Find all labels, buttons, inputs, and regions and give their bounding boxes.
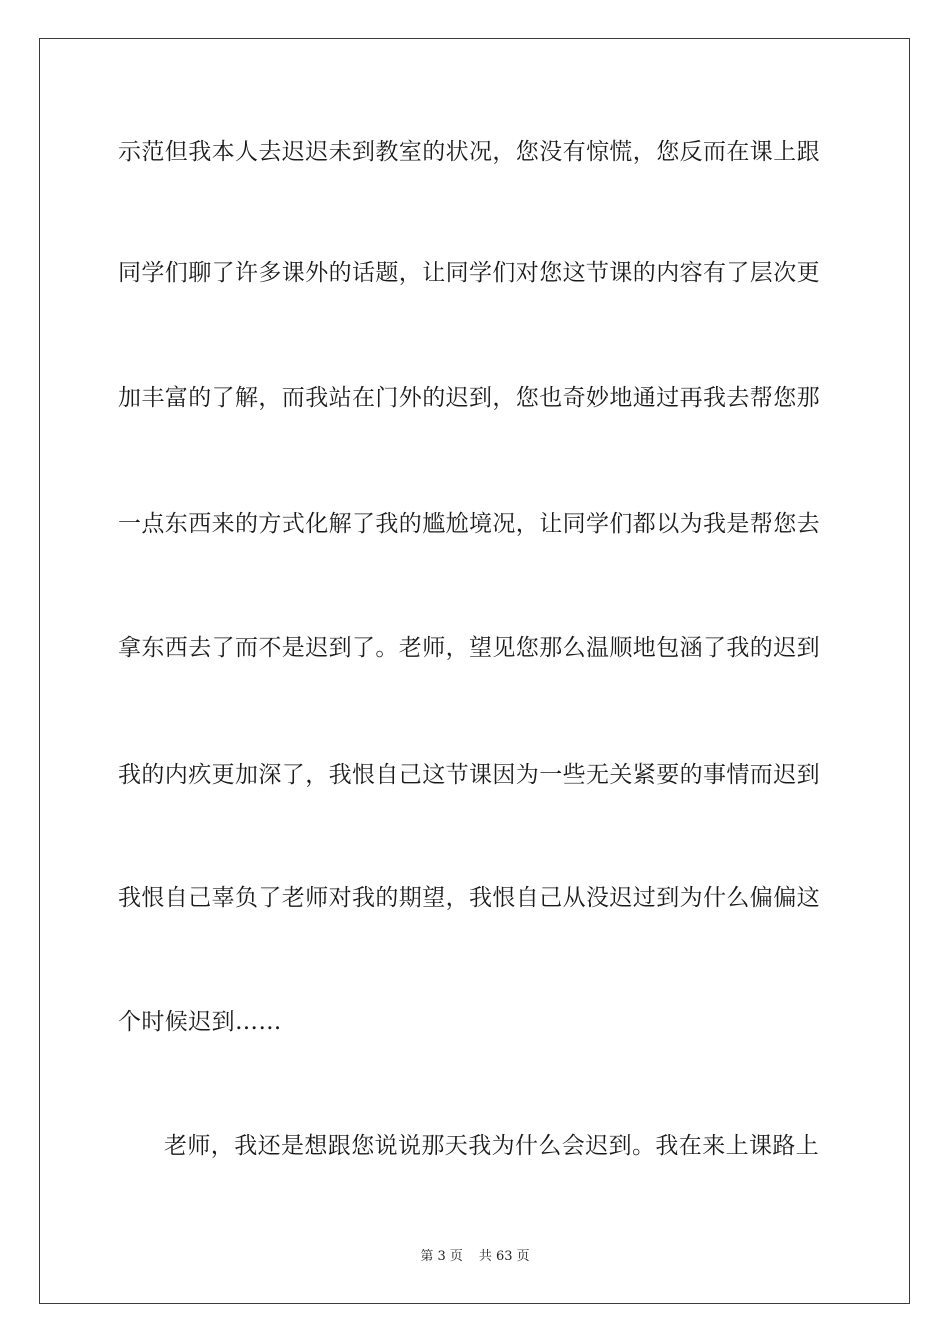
body-text-line: 加丰富的了解，而我站在门外的迟到，您也奇妙地通过再我去帮您那 — [118, 385, 820, 411]
body-text-line: 一点东西来的方式化解了我的尴尬境况，让同学们都以为我是帮您去 — [118, 511, 820, 537]
paragraph-first-line: 老师，我还是想跟您说说那天我为什么会迟到。我在来上课路上 — [164, 1133, 820, 1159]
body-text-line: 示范但我本人去迟迟未到教室的状况，您没有惊慌，您反而在课上跟 — [118, 139, 820, 165]
total-pages: 共 63 页 — [478, 1249, 530, 1264]
body-text-line: 个时候迟到…… — [118, 1009, 282, 1035]
body-text-line: 我恨自己辜负了老师对我的期望，我恨自己从没迟过到为什么偏偏这 — [118, 885, 820, 911]
body-text-line: 我的内疚更加深了，我恨自己这节课因为一些无关紧要的事情而迟到 — [118, 762, 820, 788]
page-border — [39, 38, 910, 1304]
body-text-line: 拿东西去了而不是迟到了。老师，望见您那么温顺地包涵了我的迟到 — [118, 635, 820, 661]
body-text-line: 同学们聊了许多课外的话题，让同学们对您这节课的内容有了层次更 — [118, 260, 820, 286]
page-number: 第 3 页 — [420, 1249, 463, 1264]
page-footer — [0, 1248, 950, 1266]
